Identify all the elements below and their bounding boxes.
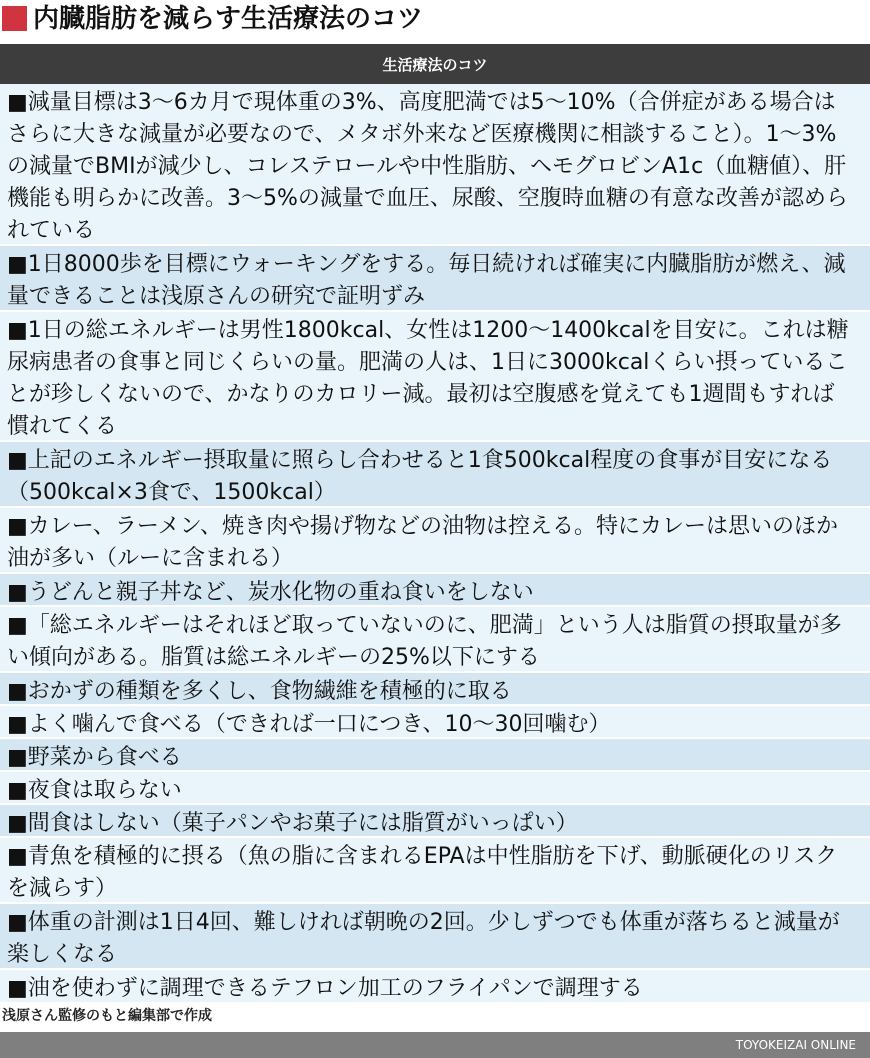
- list-item: ■1日8000歩を目標にウォーキングをする。毎日続ければ確実に内臓脂肪が燃え、減量できることは浅原さんの研究で証明ずみ: [0, 246, 870, 312]
- list-item: ■野菜から食べる: [0, 739, 870, 772]
- list-item: ■減量目標は3〜6カ月で現体重の3%、高度肥満では5〜10%（合併症がある場合はさらに大きな減量が必要なので、メタボ外来など医療機関に相談すること）。1〜3%の減量でBMIが減少し、コレステロールや中性脂肪、ヘモグロビンA1c（血糖値）、肝機能も明らかに改善。3〜5%の減量で血圧、尿酸、空腹時血糖の有意な改善が認められている: [0, 84, 870, 246]
- title-square-icon: [2, 6, 27, 31]
- list-item: ■1日の総エネルギーは男性1800kcal、女性は1200〜1400kcalを目安に。これは糖尿病患者の食事と同じくらいの量。肥満の人は、1日に3000kcalくらい摂っていることが珍しくないので、かなりのカロリー減。最初は空腹感を覚えても1週間もすれば慣れてくる: [0, 312, 870, 442]
- list-item: ■上記のエネルギー摂取量に照らし合わせると1食500kcal程度の食事が目安になる（500kcal×3食で、1500kcal）: [0, 442, 870, 508]
- tips-list: [0, 84, 870, 1004]
- title-row: [0, 0, 870, 42]
- list-item: ■「総エネルギーはそれほど取っていないのに、肥満」という人は脂質の摂取量が多い傾向がある。脂質は総エネルギーの25%以下にする: [0, 607, 870, 673]
- list-item: ■青魚を積極的に摂る（魚の脂に含まれるEPAは中性脂肪を下げ、動脈硬化のリスクを減らす）: [0, 838, 870, 904]
- list-item: ■夜食は取らない: [0, 772, 870, 805]
- list-item: ■体重の計測は1日4回、難しければ朝晩の2回。少しずつでも体重が落ちると減量が楽しくなる: [0, 904, 870, 970]
- credit-text: TOYOKEIZAI ONLINE: [735, 1038, 856, 1052]
- list-item: ■よく噛んで食べる（できれば一口につき、10〜30回噛む）: [0, 706, 870, 739]
- credit-bar: [0, 1032, 870, 1058]
- list-item: ■うどんと親子丼など、炭水化物の重ね食いをしない: [0, 574, 870, 607]
- table-header: 生活療法のコツ: [0, 44, 870, 84]
- page-title: 内臓脂肪を減らす生活療法のコツ: [33, 4, 424, 34]
- list-item: ■油を使わずに調理できるテフロン加工のフライパンで調理する: [0, 970, 870, 1004]
- list-item: ■カレー、ラーメン、焼き肉や揚げ物などの油物は控える。特にカレーは思いのほか油が多い（ルーに含まれる）: [0, 508, 870, 574]
- list-item: ■間食はしない（菓子パンやお菓子には脂質がいっぱい）: [0, 805, 870, 838]
- list-item: ■おかずの種類を多くし、食物繊維を積極的に取る: [0, 673, 870, 706]
- source-note: 浅原さん監修のもと編集部で作成: [2, 1008, 212, 1024]
